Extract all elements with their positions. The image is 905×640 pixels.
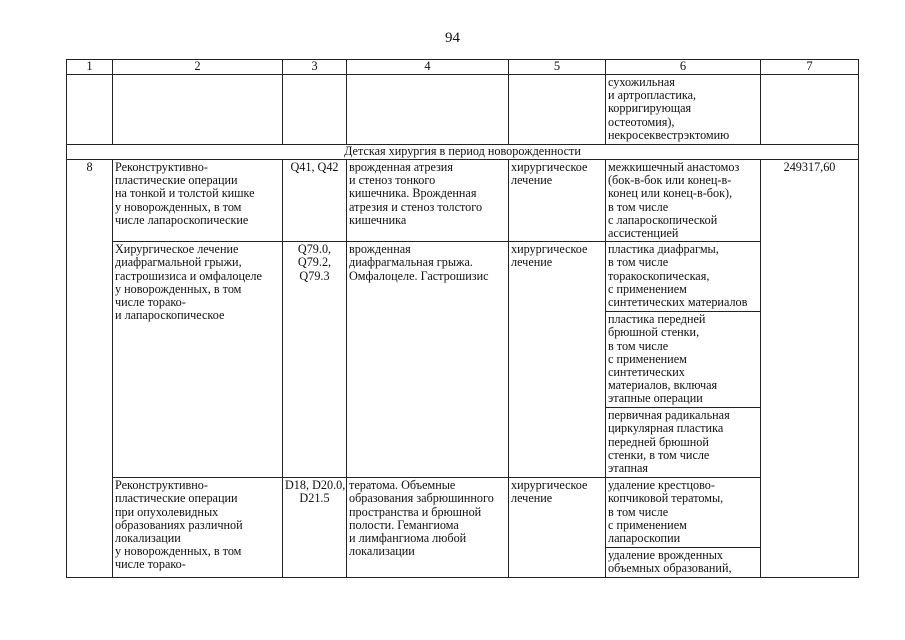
row-number: 8 <box>67 160 113 578</box>
procedure-name: Реконструктивно- пластические операции при опухолевидных образованиях различной локализации у новорожденных, в том числе торако- <box>113 478 283 578</box>
treatment-method: первичная радикальная циркулярная пластика передней брюшной стенки, в том числе этапная <box>606 408 761 478</box>
treatment-method: межкишечный анастомоз (бок-в-бок или конец-в- конец или конец-в-бок), в том числе с лапароскопической ассистенцией <box>606 160 761 242</box>
page-number: 94 <box>445 30 460 46</box>
treatment-method: пластика передней брюшной стенки, в том числе с применением синтетических материалов, включая этапные операции <box>606 312 761 408</box>
continuation-methods: сухожильная и артропластика, корригирующая остеотомия), некросеквестрэктомию <box>606 75 761 145</box>
procedure-name: Реконструктивно- пластические операции на тонкой и толстой кишке у новорожденных, в том числе лапароскопические <box>113 160 283 242</box>
group-row-2a <box>67 242 859 312</box>
treatment-type: хирургическое лечение <box>509 160 606 242</box>
diagnosis-description: врожденная атрезия и стеноз тонкого кишечника. Врожденная атрезия и стеноз толстого кишечника <box>347 160 509 242</box>
section-row <box>67 145 859 160</box>
header-cell-2: 2 <box>113 60 283 75</box>
treatment-method: удаление врожденных объемных образований, <box>606 548 761 578</box>
treatment-method: пластика диафрагмы, в том числе торакоскопическая, с применением синтетических материалов <box>606 242 761 312</box>
header-cell-1: 1 <box>67 60 113 75</box>
section-title: Детская хирургия в период новорожденности <box>67 145 859 160</box>
diagnosis-description: тератома. Объемные образования забрюшинного пространства и брюшной полости. Гемангиома и лимфангиома любой локализации <box>347 478 509 578</box>
header-row <box>67 60 859 75</box>
header-cell-4: 4 <box>347 60 509 75</box>
diagnosis-description: врожденная диафрагмальная грыжа. Омфалоцеле. Гастрошизис <box>347 242 509 478</box>
price: 249317,60 <box>761 160 859 578</box>
procedure-name: Хирургическое лечение диафрагмальной грыжи, гастрошизиса и омфалоцеле у новорожденных, в том числе торако- и лапароскопическое <box>113 242 283 478</box>
medical-procedures-table <box>66 59 859 578</box>
diagnosis-codes: Q41, Q42 <box>283 160 347 242</box>
header-cell-7: 7 <box>761 60 859 75</box>
group-row-1 <box>67 160 859 242</box>
treatment-type: хирургическое лечение <box>509 242 606 478</box>
header-cell-3: 3 <box>283 60 347 75</box>
treatment-type: хирургическое лечение <box>509 478 606 578</box>
diagnosis-codes: Q79.0, Q79.2, Q79.3 <box>283 242 347 478</box>
diagnosis-codes: D18, D20.0, D21.5 <box>283 478 347 578</box>
treatment-method: удаление крестцово- копчиковой тератомы, в том числе с применением лапароскопии <box>606 478 761 548</box>
group-row-3a <box>67 478 859 548</box>
header-cell-5: 5 <box>509 60 606 75</box>
header-cell-6: 6 <box>606 60 761 75</box>
continuation-row <box>67 75 859 145</box>
